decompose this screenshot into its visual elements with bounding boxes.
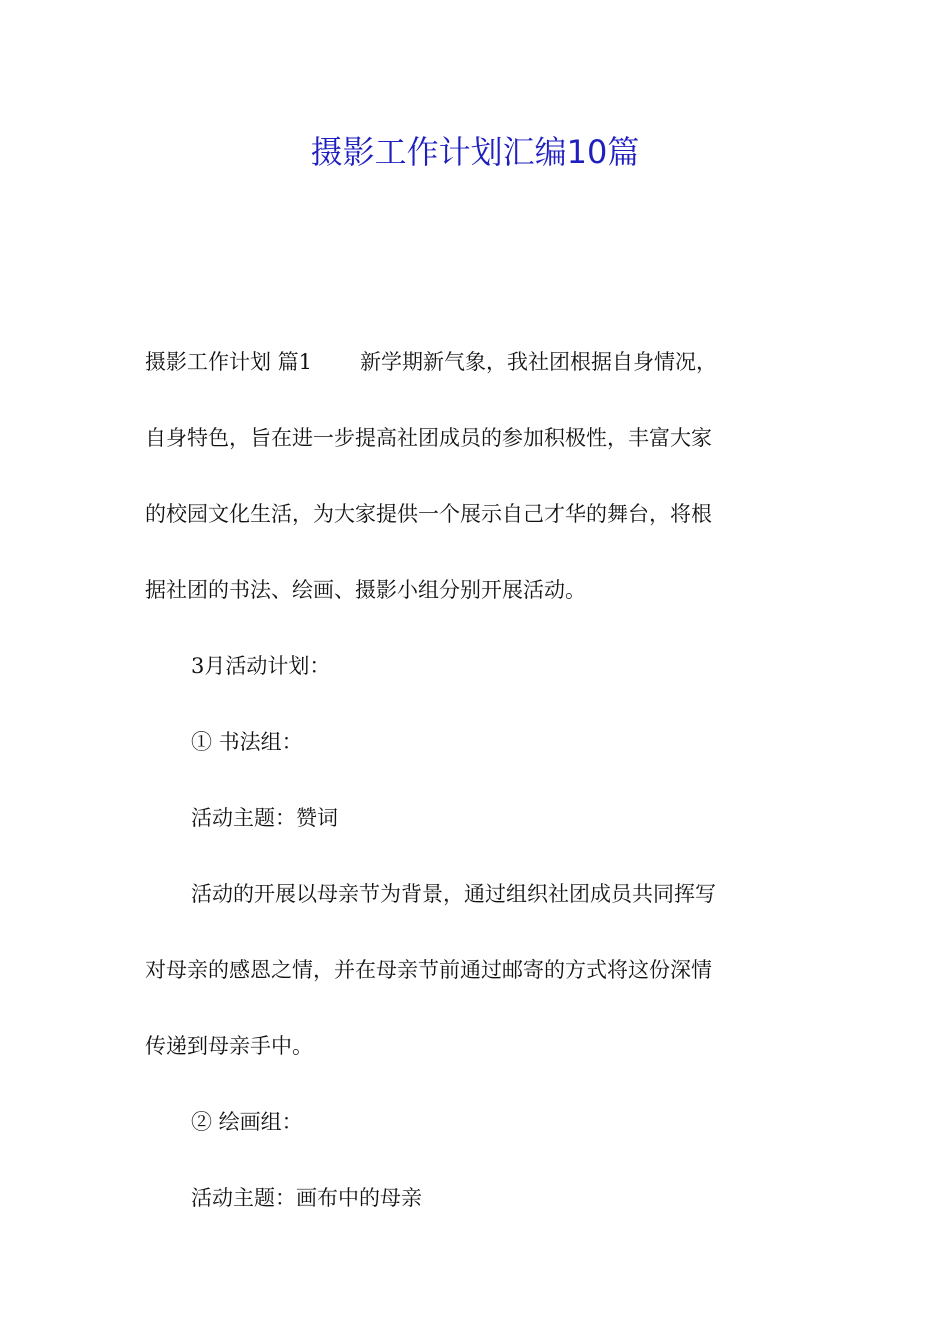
paragraph-line-8: 活动的开展以母亲节为背景，通过组织社团成员共同挥写 xyxy=(191,882,716,906)
paragraph-text: 新学期新气象，我社团根据自身情况， xyxy=(360,350,718,374)
paragraph-line-2: 自身特色，旨在进一步提高社团成员的参加积极性，丰富大家 xyxy=(145,426,712,450)
group-heading-painting: ② 绘画组： xyxy=(191,1110,303,1134)
paragraph-line-10: 传递到母亲手中。 xyxy=(145,1034,313,1058)
plan-heading: 3月活动计划： xyxy=(191,654,331,678)
paragraph-line-1 xyxy=(145,330,805,406)
paragraph-line-3: 的校园文化生活，为大家提供一个展示自己才华的舞台，将根 xyxy=(145,502,712,526)
section-heading: 摄影工作计划 篇1 xyxy=(145,350,313,374)
activity-theme: 活动主题：画布中的母亲 xyxy=(191,1186,422,1210)
activity-theme: 活动主题：赞词 xyxy=(191,806,338,830)
document-body xyxy=(145,330,805,1242)
paragraph-line-9: 对母亲的感恩之情，并在母亲节前通过邮寄的方式将这份深情 xyxy=(145,958,712,982)
paragraph-line-4: 据社团的书法、绘画、摄影小组分别开展活动。 xyxy=(145,578,586,602)
document-title: 摄影工作计划汇编10篇 xyxy=(310,133,640,171)
group-heading-calligraphy: ① 书法组： xyxy=(191,730,303,754)
